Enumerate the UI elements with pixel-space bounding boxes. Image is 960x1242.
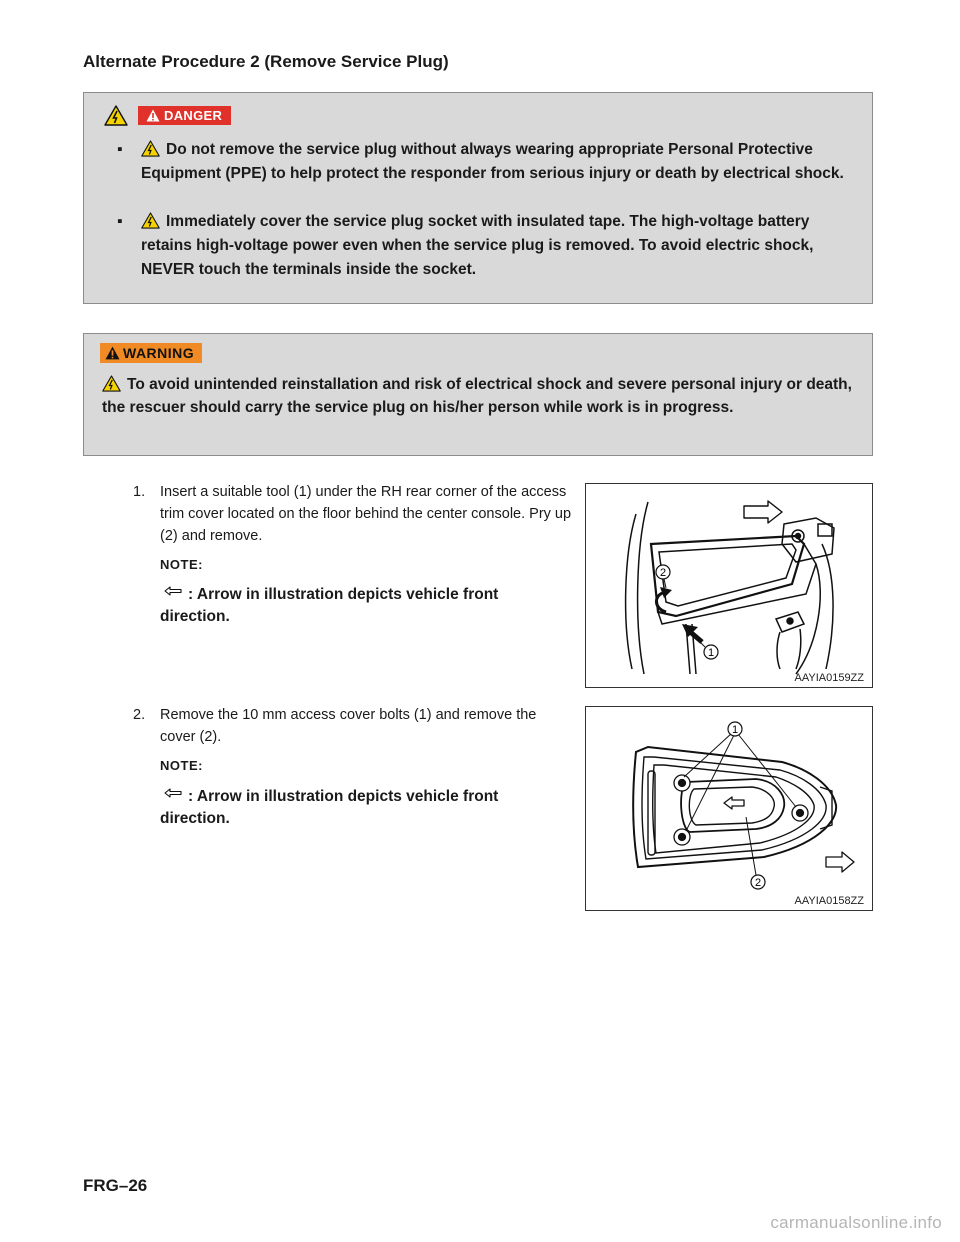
warning-callout [83,333,873,456]
callout-number: 2 [754,877,762,889]
callout-number: 1 [731,724,739,736]
note-text-block [160,584,570,628]
procedure-step [133,481,573,547]
high-voltage-icon [141,140,160,157]
warning-text-block [102,373,862,419]
danger-item [117,210,852,282]
callout-number: 2 [659,567,667,579]
step-text: Insert a suitable tool (1) under the RH rear corner of the access trim cover located on the floor behind the center console. Pry up (2) and remove. [160,484,572,544]
access-cover-bolts-illustration [586,707,872,910]
danger-badge-label: DANGER [164,108,223,123]
high-voltage-icon [102,375,121,392]
callout-number: 1 [707,647,715,659]
warning-triangle-icon [146,109,160,122]
section-heading: Alternate Procedure 2 (Remove Service Plug) [83,52,449,71]
note-label: NOTE: [160,758,203,773]
site-watermark[interactable]: carmanualsonline.info [770,1213,942,1232]
warning-triangle-icon [105,346,120,360]
warning-text: To avoid unintended reinstallation and risk of electrical shock and severe personal injury or death, the rescuer should carry the service plug on his/her person while work is in progress. [102,376,852,416]
procedure-step [133,704,573,748]
note-text: : Arrow in illustration depicts vehicle front direction. [160,586,499,625]
danger-item [117,138,852,186]
step-number: 2. [133,707,146,723]
step-text: Remove the 10 mm access cover bolts (1) and remove the cover (2). [160,707,537,745]
note-label: NOTE: [160,557,203,572]
high-voltage-icon [141,212,160,229]
figure-access-cover-bolts [585,706,873,911]
high-voltage-icon [104,105,128,126]
front-arrow-icon [724,797,744,809]
bullet: ▪ [117,213,123,230]
note-text-block [160,786,570,830]
figure-access-trim-cover [585,483,873,688]
page-number: FRG–26 [83,1176,148,1195]
danger-item-text: Immediately cover the service plug socket with insulated tape. The high-voltage battery retains high-voltage power even when the service plug is removed. To avoid electric shock, NEVER touch the terminals inside the socket. [141,213,814,278]
warning-badge [100,343,202,363]
warning-badge-label: WARNING [123,345,195,361]
danger-item-text: Do not remove the service plug without always wearing appropriate Personal Protective Equipment (PPE) to help protect the responder from serious injury or death by electrical shock. [141,141,844,182]
note-text: : Arrow in illustration depicts vehicle front direction. [160,788,499,827]
front-arrow-icon [164,586,182,596]
front-arrow-icon [164,788,182,798]
front-arrow-icon [744,501,782,523]
front-arrow-icon [826,852,854,872]
step-number: 1. [133,484,146,500]
figure-code: AAYIA0159ZZ [794,672,864,684]
danger-badge [138,106,231,125]
access-trim-cover-illustration [586,484,872,687]
danger-header [104,105,231,126]
figure-code: AAYIA0158ZZ [794,895,864,907]
bullet: ▪ [117,141,123,158]
danger-callout [83,92,873,304]
